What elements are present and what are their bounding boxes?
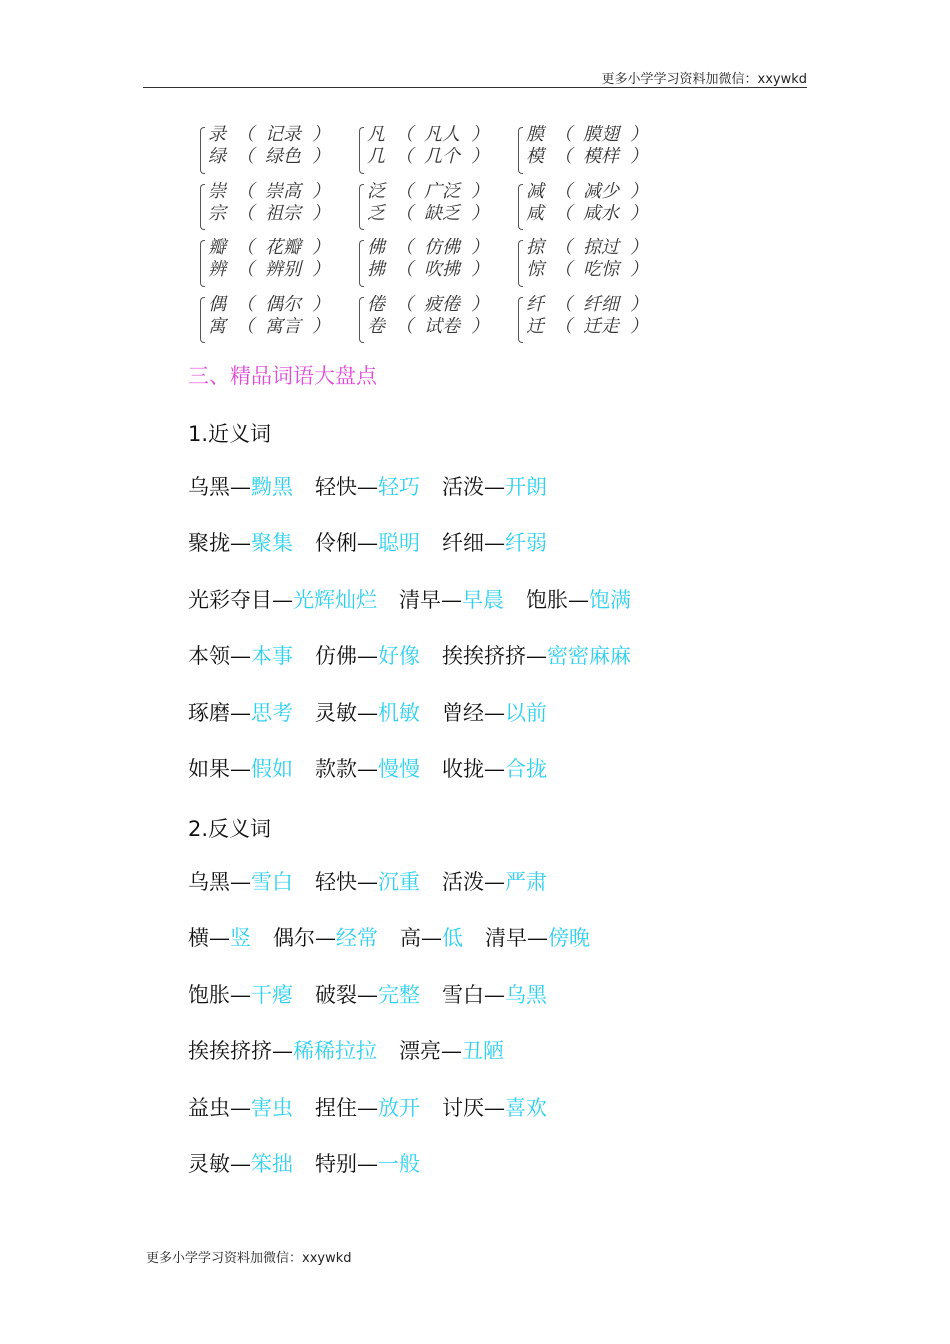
example-word: 吃惊	[582, 259, 619, 280]
left-paren: （	[394, 237, 413, 258]
page-footer: 更多小学学习资料加微信：xxywkd	[146, 1251, 352, 1266]
answer-word: 雪白	[251, 870, 293, 894]
left-paren: （	[394, 315, 413, 337]
example-word: 凡人	[423, 124, 460, 145]
answer-word: 纤弱	[505, 531, 547, 556]
answer-word: 合拢	[505, 756, 547, 781]
answer-word: 放开	[378, 1095, 420, 1120]
word-pair	[315, 699, 420, 727]
word: 挨挨挤挤	[188, 1039, 272, 1064]
char-pair-line	[526, 316, 658, 338]
char: 纤	[525, 293, 544, 315]
answer-word: 轻巧	[378, 475, 420, 499]
right-paren: ）	[312, 259, 330, 280]
left-paren: （	[553, 180, 572, 202]
left-paren: （	[553, 259, 572, 280]
right-paren: ）	[470, 259, 489, 280]
char-pair-line	[526, 294, 658, 316]
answer-word: 笨拙	[251, 1151, 293, 1176]
word-pair	[399, 586, 504, 614]
right-paren: ）	[629, 124, 648, 145]
left-paren: （	[394, 293, 413, 315]
antonyms-row	[188, 868, 612, 924]
antonyms-row	[188, 1094, 612, 1150]
left-paren: （	[553, 315, 572, 337]
right-paren: ）	[470, 146, 489, 167]
antonyms-row	[188, 1037, 612, 1093]
answer-word: 经常	[336, 926, 378, 951]
char-pair-line	[208, 237, 357, 259]
right-paren: ）	[312, 237, 330, 258]
left-paren: （	[394, 124, 413, 145]
char-pair-group	[357, 237, 516, 294]
char-pair-row	[198, 294, 658, 351]
word-pair	[399, 1037, 504, 1065]
char-pair-group	[516, 237, 658, 294]
example-word: 广泛	[423, 180, 460, 202]
answer-word: 沉重	[378, 870, 420, 894]
dash: —	[484, 870, 505, 894]
answer-word: 完整	[378, 982, 420, 1007]
word: 偶尔	[273, 926, 315, 951]
char-pair-line	[367, 203, 516, 225]
left-paren: （	[394, 180, 413, 202]
right-paren: ）	[470, 180, 489, 202]
word-pair	[315, 529, 420, 557]
char: 迁	[525, 315, 544, 337]
word: 漂亮	[399, 1039, 441, 1064]
word: 活泼	[442, 475, 484, 499]
answer-word: 以前	[505, 700, 547, 725]
word-pair	[188, 586, 377, 614]
char-pair-line	[526, 124, 658, 146]
answer-word: 聪明	[378, 531, 420, 556]
synonyms-row	[188, 529, 653, 585]
char-pair-group	[357, 181, 516, 238]
word-pair	[400, 924, 463, 952]
word-pair	[315, 473, 420, 501]
left-paren: （	[236, 315, 254, 337]
word-pair	[442, 529, 547, 557]
answer-word: 一般	[378, 1151, 420, 1176]
answer-word: 本事	[251, 644, 293, 669]
char: 减	[525, 180, 544, 202]
right-paren: ）	[312, 180, 330, 202]
dash: —	[272, 1039, 293, 1064]
char-pair-line	[367, 294, 516, 316]
dash: —	[209, 926, 230, 951]
answer-word: 害虫	[251, 1095, 293, 1120]
synonyms-list	[188, 473, 653, 811]
dash: —	[421, 926, 442, 951]
word: 曾经	[442, 700, 484, 725]
right-paren: ）	[470, 315, 489, 337]
char: 倦	[366, 293, 385, 315]
answer-word: 丑陋	[462, 1039, 504, 1064]
example-word: 寓言	[265, 315, 301, 337]
char: 惊	[525, 259, 544, 280]
dash: —	[484, 475, 505, 499]
word: 清早	[399, 587, 441, 612]
char-pair-line	[526, 259, 658, 281]
char-pair-line	[208, 203, 357, 225]
dash: —	[272, 587, 293, 612]
char: 模	[525, 146, 544, 167]
word: 如果	[188, 756, 230, 781]
char-pair-group	[516, 181, 658, 238]
example-word: 缺乏	[423, 202, 460, 224]
char: 瓣	[208, 237, 226, 258]
dash: —	[357, 700, 378, 725]
answer-word: 乌黑	[505, 982, 547, 1007]
char: 寓	[208, 315, 226, 337]
synonyms-row	[188, 699, 653, 755]
right-paren: ）	[629, 293, 648, 315]
dash: —	[230, 531, 251, 556]
char: 掠	[525, 237, 544, 258]
word-pair	[188, 699, 293, 727]
dash: —	[230, 982, 251, 1007]
answer-word: 黝黑	[251, 475, 293, 499]
char-pair-group	[198, 294, 357, 351]
char-pair-line	[526, 203, 658, 225]
dash: —	[484, 756, 505, 781]
char: 拂	[366, 259, 385, 280]
answer-word: 开朗	[505, 475, 547, 499]
word-pair	[442, 699, 547, 727]
word: 活泼	[442, 870, 484, 894]
example-word: 迁走	[582, 315, 619, 337]
char: 绿	[208, 146, 226, 167]
word-pair	[188, 755, 293, 783]
char: 录	[208, 124, 226, 145]
char-pair-group	[198, 237, 357, 294]
char: 辨	[208, 259, 226, 280]
word-pair	[442, 1094, 547, 1122]
left-paren: （	[394, 259, 413, 280]
char-pair-row	[198, 181, 658, 238]
word-pair	[188, 1094, 293, 1122]
example-word: 几个	[423, 146, 460, 167]
dash: —	[484, 531, 505, 556]
char-pair-group	[198, 124, 357, 181]
example-word: 减少	[582, 180, 619, 202]
word: 捏住	[315, 1095, 357, 1120]
word: 仿佛	[315, 644, 357, 669]
dash: —	[230, 1151, 251, 1176]
left-paren: （	[236, 180, 254, 202]
example-word: 记录	[265, 124, 301, 145]
word-pair	[485, 924, 590, 952]
char-pair-line	[367, 146, 516, 168]
word: 特别	[315, 1151, 357, 1176]
char-pair-group	[357, 294, 516, 351]
dash: —	[230, 1095, 251, 1120]
word: 本领	[188, 644, 230, 669]
word: 乌黑	[188, 870, 230, 894]
answer-word: 假如	[251, 756, 293, 781]
char-pair-line	[367, 124, 516, 146]
word-pair	[273, 924, 378, 952]
left-paren: （	[553, 202, 572, 224]
answer-word: 干瘪	[251, 982, 293, 1007]
right-paren: ）	[629, 259, 648, 280]
word: 挨挨挤挤	[442, 644, 526, 669]
answer-word: 机敏	[378, 700, 420, 725]
word: 收拢	[442, 756, 484, 781]
antonyms-title: 2.反义词	[188, 817, 272, 841]
char: 咸	[525, 202, 544, 224]
example-word: 模样	[582, 146, 619, 167]
left-paren: （	[236, 293, 254, 315]
char-pair-line	[208, 146, 357, 168]
word-pair	[188, 981, 293, 1009]
word: 轻快	[315, 870, 357, 894]
word-pair	[188, 1037, 377, 1065]
right-paren: ）	[470, 237, 489, 258]
char-pair-line	[526, 146, 658, 168]
char: 宗	[208, 202, 226, 224]
dash: —	[230, 475, 251, 499]
word-pair	[526, 586, 631, 614]
word: 讨厌	[442, 1095, 484, 1120]
example-word: 吹拂	[423, 259, 460, 280]
char-pair-group	[516, 294, 658, 351]
answer-word: 密密麻麻	[547, 644, 631, 669]
char: 卷	[366, 315, 385, 337]
char-pair-line	[367, 316, 516, 338]
example-word: 疲倦	[423, 293, 460, 315]
word: 纤细	[442, 531, 484, 556]
example-word: 偶尔	[265, 293, 301, 315]
word: 横	[188, 926, 209, 951]
left-paren: （	[236, 202, 254, 224]
right-paren: ）	[629, 237, 648, 258]
example-word: 祖宗	[265, 202, 301, 224]
answer-word: 低	[442, 926, 463, 951]
word-pair	[315, 868, 420, 896]
char-pair-row	[198, 124, 658, 181]
synonyms-row	[188, 473, 653, 529]
antonyms-row	[188, 981, 612, 1037]
char-pair-line	[208, 294, 357, 316]
word-pair	[315, 1094, 420, 1122]
word: 光彩夺目	[188, 587, 272, 612]
example-word: 试卷	[423, 315, 460, 337]
char-pair-line	[526, 181, 658, 203]
section-title: 三、精品词语大盘点	[188, 364, 377, 388]
dash: —	[357, 644, 378, 669]
dash: —	[230, 870, 251, 894]
char: 几	[366, 146, 385, 167]
char-pair-line	[367, 237, 516, 259]
right-paren: ）	[629, 202, 648, 224]
answer-word: 傍晚	[548, 926, 590, 951]
word-pair	[315, 1150, 420, 1178]
right-paren: ）	[312, 146, 330, 167]
word-pair	[188, 529, 293, 557]
right-paren: ）	[629, 315, 648, 337]
answer-word: 饱满	[589, 587, 631, 612]
answer-word: 稀稀拉拉	[293, 1039, 377, 1064]
left-paren: （	[236, 146, 254, 167]
right-paren: ）	[470, 124, 489, 145]
char-pair-line	[208, 259, 357, 281]
right-paren: ）	[629, 180, 648, 202]
page-header: 更多小学学习资料加微信：xxywkd	[601, 72, 807, 87]
char-pair-line	[208, 316, 357, 338]
example-word: 花瓣	[265, 237, 301, 258]
char: 膜	[525, 124, 544, 145]
dash: —	[357, 870, 378, 894]
left-paren: （	[553, 293, 572, 315]
right-paren: ）	[629, 146, 648, 167]
dash: —	[441, 587, 462, 612]
word-pair	[442, 981, 547, 1009]
word-pair	[188, 924, 251, 952]
word: 益虫	[188, 1095, 230, 1120]
example-word: 绿色	[265, 146, 301, 167]
word-pair	[315, 642, 420, 670]
dash: —	[357, 475, 378, 499]
answer-word: 思考	[251, 700, 293, 725]
left-paren: （	[553, 124, 572, 145]
left-paren: （	[553, 237, 572, 258]
synonyms-title: 1.近义词	[188, 422, 272, 446]
word-pair	[442, 868, 547, 896]
dash: —	[484, 1095, 505, 1120]
char-pair-group	[198, 181, 357, 238]
synonyms-row	[188, 586, 653, 642]
word: 雪白	[442, 982, 484, 1007]
right-paren: ）	[312, 293, 330, 315]
left-paren: （	[236, 237, 254, 258]
dash: —	[484, 982, 505, 1007]
word-pair	[188, 642, 293, 670]
dash: —	[230, 700, 251, 725]
char: 崇	[208, 180, 226, 202]
example-word: 崇高	[265, 180, 301, 202]
antonyms-row	[188, 924, 612, 980]
word-pair	[442, 755, 547, 783]
right-paren: ）	[312, 202, 330, 224]
dash: —	[441, 1039, 462, 1064]
word: 饱胀	[188, 982, 230, 1007]
char-pair-line	[208, 124, 357, 146]
char: 乏	[366, 202, 385, 224]
dash: —	[527, 926, 548, 951]
right-paren: ）	[312, 315, 330, 337]
dash: —	[357, 982, 378, 1007]
word: 灵敏	[188, 1151, 230, 1176]
left-paren: （	[394, 146, 413, 167]
answer-word: 早晨	[462, 587, 504, 612]
answer-word: 严肃	[505, 870, 547, 894]
example-word: 纤细	[582, 293, 619, 315]
word-pair	[188, 868, 293, 896]
char-pair-line	[367, 259, 516, 281]
word-pair	[188, 1150, 293, 1178]
right-paren: ）	[470, 293, 489, 315]
word: 清早	[485, 926, 527, 951]
word: 聚拢	[188, 531, 230, 556]
char-pair-grid	[198, 124, 658, 350]
synonyms-row	[188, 642, 653, 698]
dash: —	[568, 587, 589, 612]
word-pair	[315, 755, 420, 783]
word: 轻快	[315, 475, 357, 499]
dash: —	[526, 644, 547, 669]
dash: —	[484, 700, 505, 725]
synonyms-row	[188, 755, 653, 811]
dash: —	[357, 1151, 378, 1176]
example-word: 咸水	[582, 202, 619, 224]
left-paren: （	[394, 202, 413, 224]
left-paren: （	[236, 259, 254, 280]
word: 伶俐	[315, 531, 357, 556]
word: 饱胀	[526, 587, 568, 612]
word-pair	[315, 981, 420, 1009]
antonyms-list	[188, 868, 612, 1206]
char-pair-row	[198, 237, 658, 294]
dash: —	[357, 531, 378, 556]
char-pair-line	[367, 181, 516, 203]
word: 乌黑	[188, 475, 230, 499]
answer-word: 聚集	[251, 531, 293, 556]
char: 偶	[208, 293, 226, 315]
answer-word: 喜欢	[505, 1095, 547, 1120]
example-word: 辨别	[265, 259, 301, 280]
char-pair-line	[526, 237, 658, 259]
dash: —	[230, 644, 251, 669]
header-divider	[143, 87, 807, 88]
char: 泛	[366, 180, 385, 202]
word: 破裂	[315, 982, 357, 1007]
dash: —	[357, 1095, 378, 1120]
word-pair	[442, 473, 547, 501]
dash: —	[230, 756, 251, 781]
word: 灵敏	[315, 700, 357, 725]
answer-word: 好像	[378, 644, 420, 669]
answer-word: 慢慢	[378, 756, 420, 781]
answer-word: 光辉灿烂	[293, 587, 377, 612]
char-pair-group	[357, 124, 516, 181]
word: 款款	[315, 756, 357, 781]
example-word: 仿佛	[423, 237, 460, 258]
char-pair-group	[516, 124, 658, 181]
dash: —	[357, 756, 378, 781]
char: 凡	[366, 124, 385, 145]
word-pair	[442, 642, 631, 670]
right-paren: ）	[470, 202, 489, 224]
word: 琢磨	[188, 700, 230, 725]
antonyms-row	[188, 1150, 612, 1206]
char: 佛	[366, 237, 385, 258]
answer-word: 竖	[230, 926, 251, 951]
dash: —	[315, 926, 336, 951]
char-pair-line	[208, 181, 357, 203]
example-word: 掠过	[582, 237, 619, 258]
word: 高	[400, 926, 421, 951]
left-paren: （	[553, 146, 572, 167]
left-paren: （	[236, 124, 254, 145]
right-paren: ）	[312, 124, 330, 145]
example-word: 膜翅	[582, 124, 619, 145]
word-pair	[188, 473, 293, 501]
